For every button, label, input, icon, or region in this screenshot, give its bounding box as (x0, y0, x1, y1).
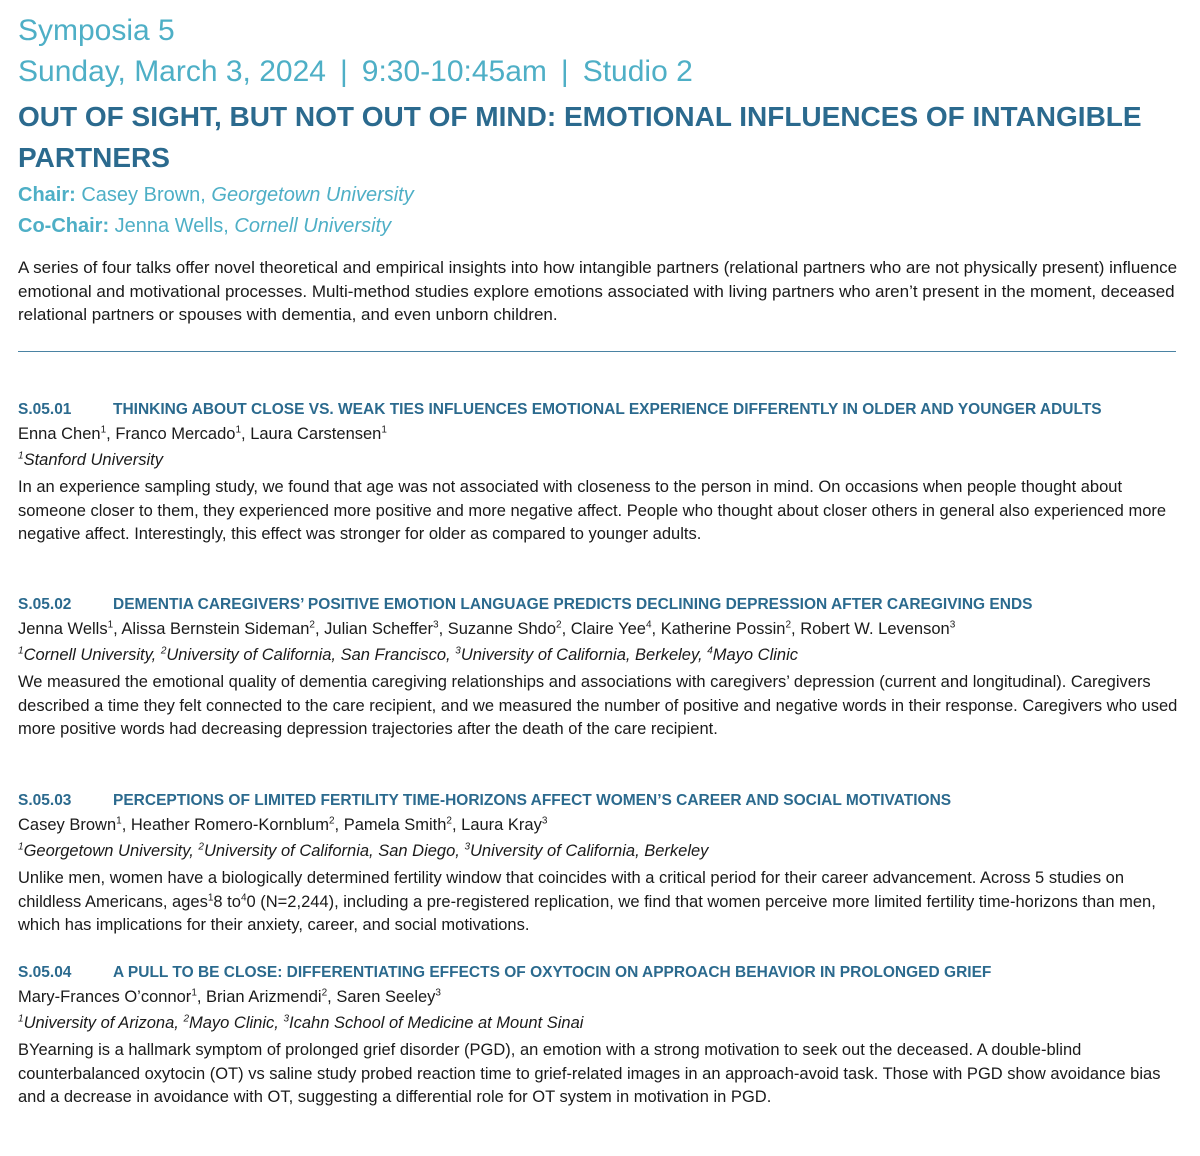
affiliation: Cornell University, (23, 646, 157, 664)
talk-code: S.05.03 (18, 792, 72, 809)
author: Saren Seeley (336, 988, 436, 1006)
author: Suzanne Shdo (447, 620, 557, 638)
affiliation-mark: 3 (455, 645, 461, 657)
talk-abstract: In an experience sampling study, we found that age was not associated with closeness to the person in mind. On occasions when people thought about someone closer to them, they experienced more positive and more negative affect. People who thought about closer others in general also experienced more negative affect. Interestingly, this effect was stronger for older as compared to younger adults. (18, 478, 1167, 543)
talk-title: PERCEPTIONS OF LIMITED FERTILITY TIME-HORIZONS AFFECT WOMEN’S CAREER AND SOCIAL MOTIVATIONS (113, 792, 952, 809)
author-affiliation-mark: 2 (556, 619, 562, 631)
author: Robert W. Levenson (800, 620, 950, 638)
talk-authors: Mary-Frances O’connor$^1$, Brian Arizmendi$^2$, Saren Seeley$^3$ (18, 987, 441, 1006)
author-affiliation-mark: 1 (100, 424, 107, 436)
affiliation: Stanford University (23, 451, 163, 469)
chair-role: Chair: (18, 184, 76, 206)
author: Casey Brown (18, 816, 117, 834)
session-datetime (18, 55, 693, 89)
chair-line (18, 184, 414, 207)
chair-name: Casey Brown, (81, 184, 206, 206)
cochair-line (18, 215, 391, 238)
affiliation: Mayo Clinic, (189, 1014, 279, 1032)
separator: | (560, 55, 569, 88)
author-affiliation-mark: 3 (541, 815, 548, 827)
author-affiliation-mark: 1 (116, 815, 122, 827)
talk-s-05-03 (18, 790, 1183, 938)
talk-affiliations (18, 1010, 1183, 1036)
author: Alissa Bernstein Sideman (121, 620, 310, 638)
talk-abstract: BYearning is a hallmark symptom of prolonged grief disorder (PGD), an emotion with a strong motivation to seek out the deceased. A double-blind counterbalanced oxytocin (OT) vs saline study probed reaction time to grief-related images in an approach-avoid task. Those with PGD show avoidance bias and a decrease in avoidance with OT, suggesting a differential role for OT system in motivation in PGD. (18, 1041, 1161, 1106)
affiliation-mark: 1 (18, 450, 24, 462)
affiliation-mark: 2 (198, 841, 204, 853)
affiliation-mark: 1 (18, 841, 24, 853)
abstract-text: 0 (N=2,244), including a pre-registered replication, we find that women perceive more limited fertility time-horizons than men, which has implications for their anxiety, career, and social motivations. (18, 892, 1156, 934)
author: Franco Mercado (115, 425, 236, 443)
talk-abstract (18, 867, 1183, 938)
author-affiliation-mark: 1 (191, 987, 197, 999)
talk-abstract: We measured the emotional quality of dementia caregiving relationships and associations with caregivers’ depression (current and longitudinal). Caregivers described a time they felt connected to the care recipient, and we measured the number of positive and negative words in their response. Caregivers who used more positive words had decreasing depression trajectories after the death of the care recipient. (18, 673, 1178, 738)
separator: | (339, 55, 348, 88)
talk-title: A PULL TO BE CLOSE: DIFFERENTIATING EFFECTS OF OXYTOCIN ON APPROACH BEHAVIOR IN PROLONGED GRIEF (113, 964, 992, 981)
talk-heading (18, 594, 1183, 616)
talk-authors: Enna Chen$^1$, Franco Mercado$^1$, Laura Carstensen$^1$ (18, 424, 387, 443)
abstract-text: Unlike men, women have a biologically determined fertility window that coincides with a critical period for their career advancement. Across 5 studies on childless Americans, ages (18, 869, 1125, 911)
superscript: 1 (207, 892, 214, 903)
affiliation: Mayo Clinic (712, 646, 799, 664)
divider (18, 351, 1176, 352)
affiliation-mark: 3 (464, 841, 471, 853)
talk-authors: Jenna Wells$^1$, Alissa Bernstein Sideman$^2$, Julian Scheffer$^3$, Suzanne Shdo$^2$, Claire Yee$^4$, Katherine Possin$^2$, Robert W. Levenson$^3$ (18, 619, 956, 638)
author: Brian Arizmendi (206, 988, 322, 1006)
affiliation-mark: 2 (183, 1013, 189, 1025)
session-room: Studio 2 (582, 55, 693, 88)
symposium-label: Symposia 5 (18, 14, 175, 47)
author-affiliation-mark: 2 (446, 815, 452, 827)
cochair-name: Jenna Wells, (114, 215, 229, 237)
author-affiliation-mark: 4 (645, 619, 652, 631)
affiliation-mark: 3 (283, 1013, 290, 1025)
author: Pamela Smith (343, 816, 447, 834)
author: Jenna Wells (18, 620, 108, 638)
affiliation: Icahn School of Medicine at Mount Sinai (289, 1014, 584, 1032)
talk-heading (18, 962, 1183, 984)
author: Laura Carstensen (250, 425, 382, 443)
affiliation-mark: 1 (18, 1013, 24, 1025)
author: Enna Chen (18, 425, 101, 443)
talk-title: THINKING ABOUT CLOSE VS. WEAK TIES INFLUENCES EMOTIONAL EXPERIENCE DIFFERENTLY IN OLDER AND YOUNGER ADULTS (113, 401, 1102, 418)
session-description: A series of four talks offer novel theoretical and empirical insights into how intangible partners (relational partners who are not physically present) influence emotional and motivational processes. Multi-method studies explore emotions associated with living partners who aren’t present in the moment, deceased relational partners or spouses with dementia, and even unborn children. (18, 258, 1178, 324)
author: Katherine Possin (660, 620, 786, 638)
author: Mary-Frances O’connor (18, 988, 192, 1006)
talk-heading (18, 790, 1183, 812)
chair-affiliation: Georgetown University (211, 184, 414, 206)
affiliation: University of California, Berkeley (470, 842, 709, 860)
affiliation-mark: 4 (707, 645, 713, 657)
author-affiliation-mark: 2 (785, 619, 792, 631)
session-title: OUT OF SIGHT, BUT NOT OUT OF MIND: EMOTIONAL INFLUENCES OF INTANGIBLE PARTNERS (18, 101, 1142, 173)
talk-code: S.05.02 (18, 596, 72, 613)
author-affiliation-mark: 1 (107, 619, 114, 631)
author-affiliation-mark: 1 (235, 424, 242, 436)
author-affiliation-mark: 2 (328, 815, 335, 827)
author: Julian Scheffer (324, 620, 434, 638)
author: Claire Yee (570, 620, 646, 638)
talk-s-05-01 (18, 399, 1183, 547)
session-time: 9:30-10:45am (361, 55, 547, 88)
talk-code: S.05.01 (18, 401, 72, 418)
abstract-text: 8 to (213, 892, 241, 911)
talk-code: S.05.04 (18, 964, 72, 981)
cochair-role: Co-Chair: (18, 215, 110, 237)
talk-heading (18, 399, 1183, 421)
talk-title: DEMENTIA CAREGIVERS’ POSITIVE EMOTION LANGUAGE PREDICTS DECLINING DEPRESSION AFTER CAREGIVING ENDS (113, 596, 1033, 613)
talk-affiliations (18, 838, 1183, 864)
affiliation-mark: 2 (160, 645, 167, 657)
talk-affiliations (18, 642, 1183, 668)
author-affiliation-mark: 3 (435, 987, 441, 999)
author-affiliation-mark: 3 (949, 619, 956, 631)
author-affiliation-mark: 2 (321, 987, 328, 999)
talk-s-05-04 (18, 962, 1183, 1110)
affiliation: University of California, Berkeley, (460, 646, 703, 664)
affiliation: Georgetown University, (23, 842, 194, 860)
author-affiliation-mark: 2 (309, 619, 315, 631)
affiliation: University of California, San Francisco, (166, 646, 451, 664)
author-affiliation-mark: 1 (381, 424, 387, 436)
cochair-affiliation: Cornell University (234, 215, 392, 237)
author: Laura Kray (461, 816, 542, 834)
superscript: 4 (240, 892, 247, 903)
talk-affiliations (18, 447, 1183, 473)
talk-s-05-02 (18, 594, 1183, 742)
session-date: Sunday, March 3, 2024 (18, 55, 326, 88)
affiliation-mark: 1 (18, 645, 24, 657)
author: Heather Romero-Kornblum (130, 816, 329, 834)
affiliation: University of California, San Diego, (203, 842, 460, 860)
author-affiliation-mark: 3 (433, 619, 439, 631)
affiliation: University of Arizona, (23, 1014, 179, 1032)
talk-authors: Casey Brown$^1$, Heather Romero-Kornblum$^2$, Pamela Smith$^2$, Laura Kray$^3$ (18, 815, 548, 834)
